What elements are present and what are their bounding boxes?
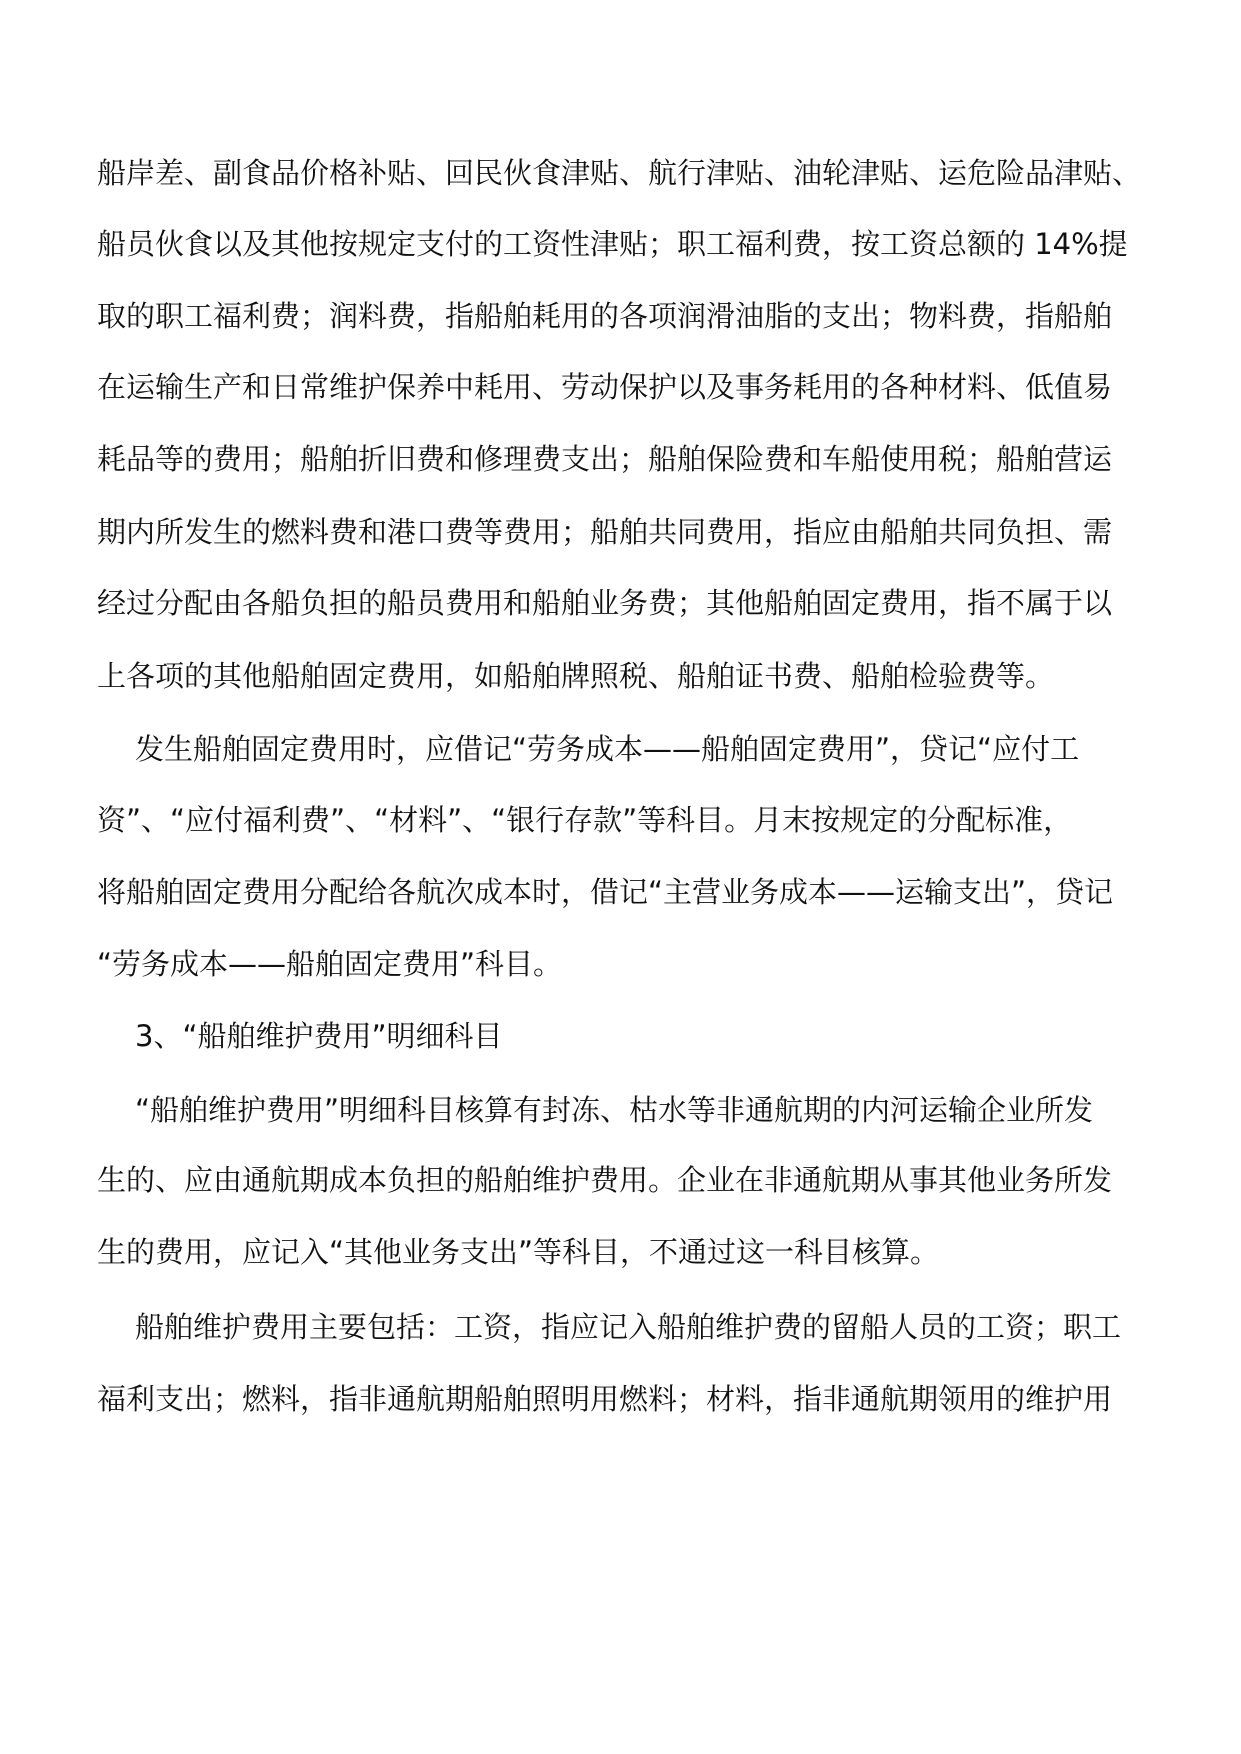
text-line-3: 取的职工福利费；润料费，指船舶耗用的各项润滑油脂的支出；物料费，指船舶 xyxy=(97,299,1113,333)
text-line-14: “船舶维护费用”明细科目核算有封冻、枯水等非通航期的内河运输企业所发 xyxy=(135,1093,1094,1127)
text-line-6: 期内所发生的燃料费和港口费等费用；船舶共同费用，指应由船舶共同负担、需 xyxy=(97,515,1113,549)
text-line-16: 生的费用，应记入“其他业务支出”等科目，不通过这一科目核算。 xyxy=(97,1235,940,1269)
text-line-11: 将船舶固定费用分配给各航次成本时，借记“主营业务成本——运输支出”，贷记 xyxy=(97,875,1114,909)
text-line-4: 在运输生产和日常维护保养中耗用、劳动保护以及事务耗用的各种材料、低值易 xyxy=(97,370,1113,404)
text-line-15: 生的、应由通航期成本负担的船舶维护费用。企业在非通航期从事其他业务所发 xyxy=(97,1163,1113,1197)
text-line-9: 发生船舶固定费用时，应借记“劳务成本——船舶固定费用”，贷记“应付工 xyxy=(135,732,1080,766)
text-line-5: 耗品等的费用；船舶折旧费和修理费支出；船舶保险费和车船使用税；船舶营运 xyxy=(97,442,1113,476)
text-line-1: 船岸差、副食品价格补贴、回民伙食津贴、航行津贴、油轮津贴、运危险品津贴、 xyxy=(97,156,1142,190)
text-line-18: 福利支出；燃料，指非通航期船舶照明用燃料；材料，指非通航期领用的维护用 xyxy=(97,1382,1113,1416)
text-line-7: 经过分配由各船负担的船员费用和船舶业务费；其他船舶固定费用，指不属于以 xyxy=(97,586,1113,620)
text-line-2: 船员伙食以及其他按规定支付的工资性津贴；职工福利费，按工资总额的 14%提 xyxy=(97,227,1128,261)
section-heading: 3、“船舶维护费用”明细科目 xyxy=(135,1019,503,1053)
text-line-17: 船舶维护费用主要包括：工资，指应记入船舶维护费的留船人员的工资；职工 xyxy=(135,1310,1122,1344)
text-line-12: “劳务成本——船舶固定费用”科目。 xyxy=(97,947,563,981)
text-line-8: 上各项的其他船舶固定费用，如船舶牌照税、船舶证书费、船舶检验费等。 xyxy=(97,659,1055,693)
text-line-10: 资”、“应付福利费”、“材料”、“银行存款”等科目。月末按规定的分配标准， xyxy=(97,803,1073,837)
